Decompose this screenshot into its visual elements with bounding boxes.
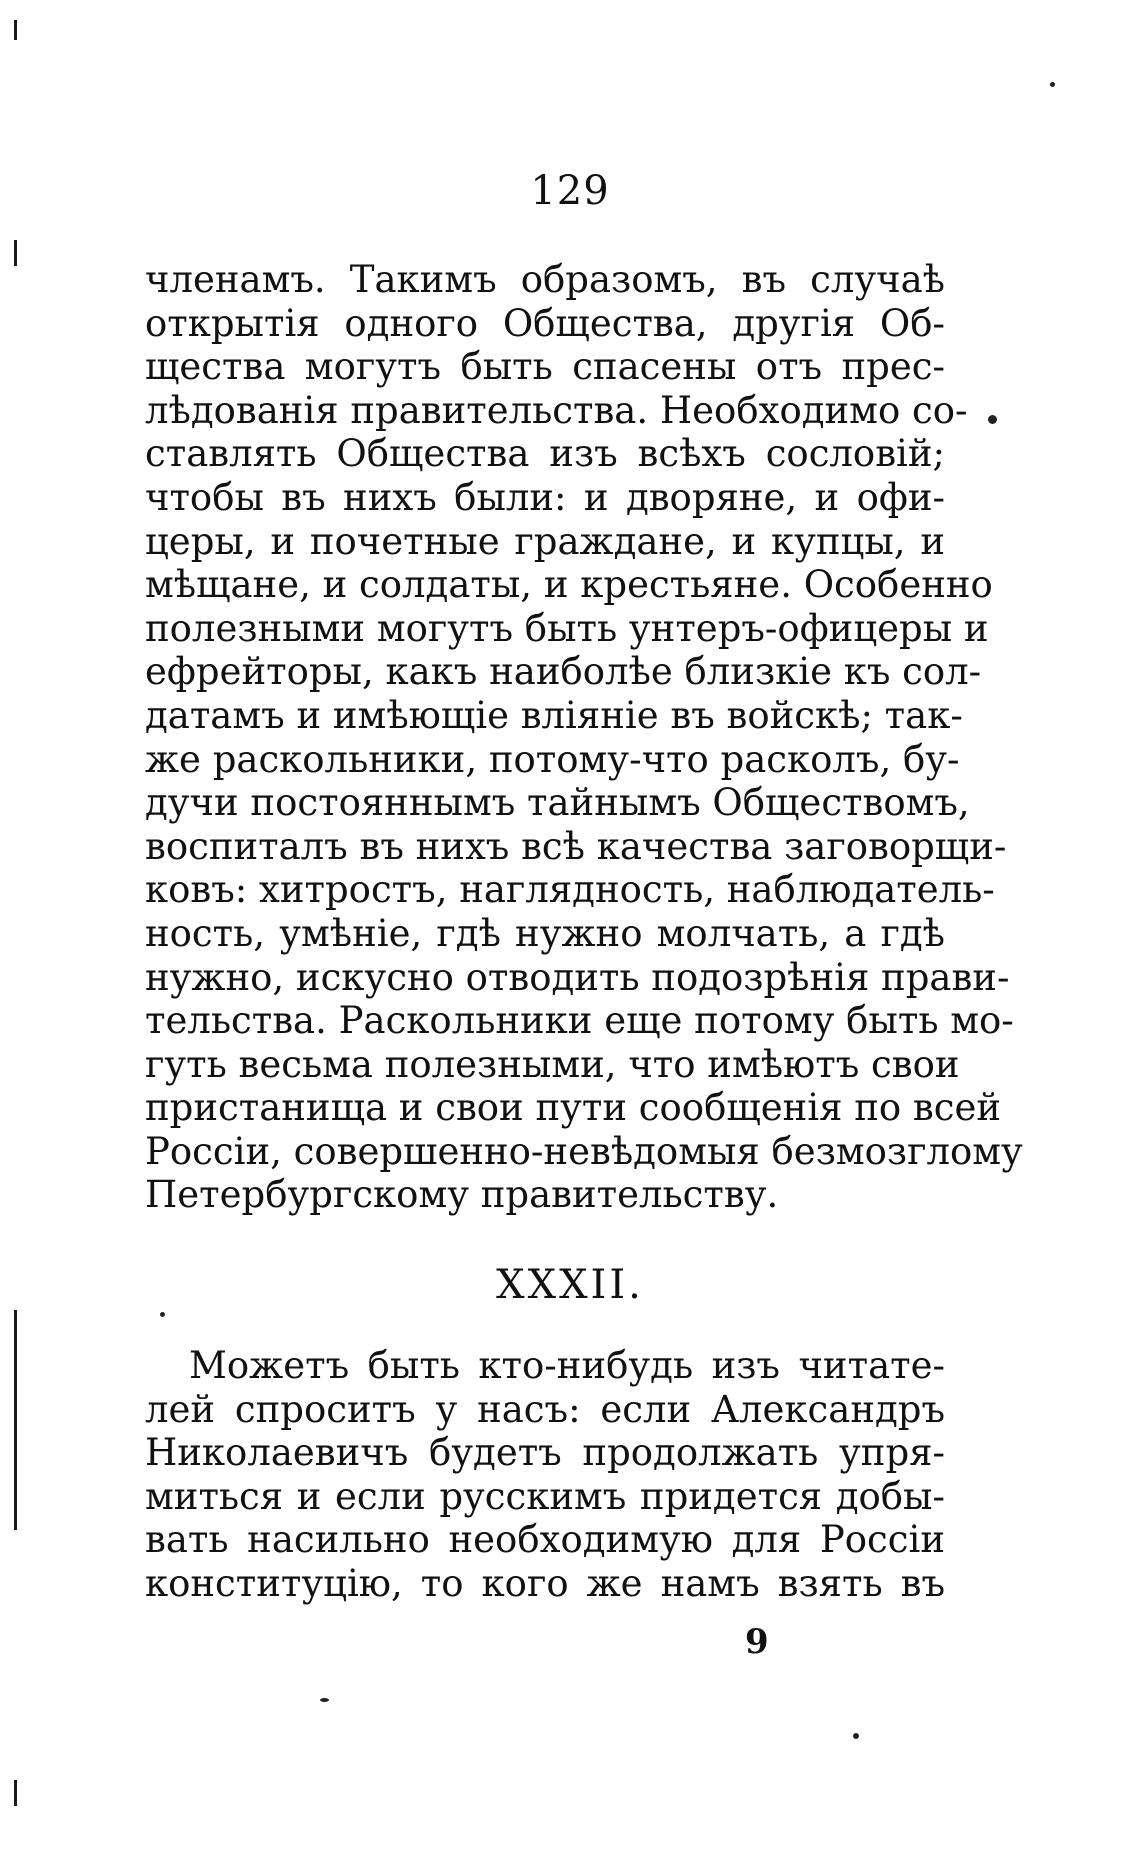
text-line: ность, умѣніе, гдѣ нужно молчать, а гдѣ bbox=[145, 911, 945, 955]
text-line: мѣщане, и солдаты, и крестьяне. Особенно bbox=[145, 563, 993, 607]
text-line: лѣдованія правительства. Необходимо со- bbox=[145, 388, 968, 432]
text-line: пристанища и свои пути сообщенія по всей bbox=[145, 1086, 1002, 1130]
text-line: полезными могутъ быть унтеръ-офицеры и bbox=[145, 606, 989, 650]
text-line: Николаевичъ будетъ продолжать упря- bbox=[145, 1431, 945, 1475]
scan-speck bbox=[988, 415, 997, 424]
text-line: лей спроситъ у насъ: если Александръ bbox=[145, 1387, 945, 1431]
page-number: 129 bbox=[530, 168, 610, 214]
binding-edge-line bbox=[14, 1310, 17, 1530]
scan-speck bbox=[160, 1312, 165, 1317]
text-line: миться и если русскимъ придется добы- bbox=[145, 1474, 945, 1518]
binding-edge-line bbox=[14, 20, 17, 40]
text-line: тельства. Раскольники еще потому быть мо- bbox=[145, 999, 1014, 1043]
section-heading: XXXII. bbox=[496, 1262, 644, 1308]
paragraph-1 bbox=[145, 258, 1023, 1217]
text-line: Можетъ быть кто-нибудь изъ читате- bbox=[189, 1344, 945, 1387]
signature-mark: 9 bbox=[745, 1622, 769, 1662]
scan-speck bbox=[853, 1733, 859, 1739]
text-line: гуть весьма полезными, что имѣютъ свои bbox=[145, 1042, 960, 1086]
text-line: щества могутъ быть спасены отъ прес- bbox=[145, 345, 945, 389]
text-line: Петербургскому правительству. bbox=[145, 1173, 779, 1217]
text-line: чтобы въ нихъ были: и дворяне, и офи- bbox=[145, 475, 945, 519]
text-line: конституцію, то кого же намъ взять въ bbox=[145, 1561, 945, 1605]
text-line: ковъ: хитростъ, наглядность, наблюдатель- bbox=[145, 868, 995, 912]
binding-edge-line bbox=[14, 240, 17, 266]
text-line: воспиталъ въ нихъ всѣ качества заговорщи- bbox=[145, 824, 1007, 868]
text-line: церы, и почетные граждане, и купцы, и bbox=[145, 519, 945, 563]
text-line: членамъ. Такимъ образомъ, въ случаѣ bbox=[145, 258, 945, 301]
text-line: Россіи, совершенно-невѣдомыя безмозглому bbox=[145, 1129, 1023, 1173]
text-line: открытія одного Общества, другія Об- bbox=[145, 301, 945, 345]
text-line: датамъ и имѣющіе вліяніе въ войскѣ; так- bbox=[145, 693, 963, 737]
text-line: ставлять Общества изъ всѣхъ сословій; bbox=[145, 432, 945, 476]
paragraph-2 bbox=[145, 1344, 945, 1606]
text-line: же раскольники, потому-что расколъ, бу- bbox=[145, 737, 960, 781]
text-line: дучи постояннымъ тайнымъ Обществомъ, bbox=[145, 781, 970, 825]
scan-speck bbox=[320, 1698, 329, 1702]
binding-edge-line bbox=[14, 1780, 17, 1806]
scan-speck bbox=[1050, 82, 1055, 87]
text-line: ефрейторы, какъ наиболѣе близкіе къ сол- bbox=[145, 650, 982, 694]
text-line: вать насильно необходимую для Россіи bbox=[145, 1518, 945, 1562]
text-line: нужно, искусно отводить подозрѣнія прави- bbox=[145, 955, 1010, 999]
